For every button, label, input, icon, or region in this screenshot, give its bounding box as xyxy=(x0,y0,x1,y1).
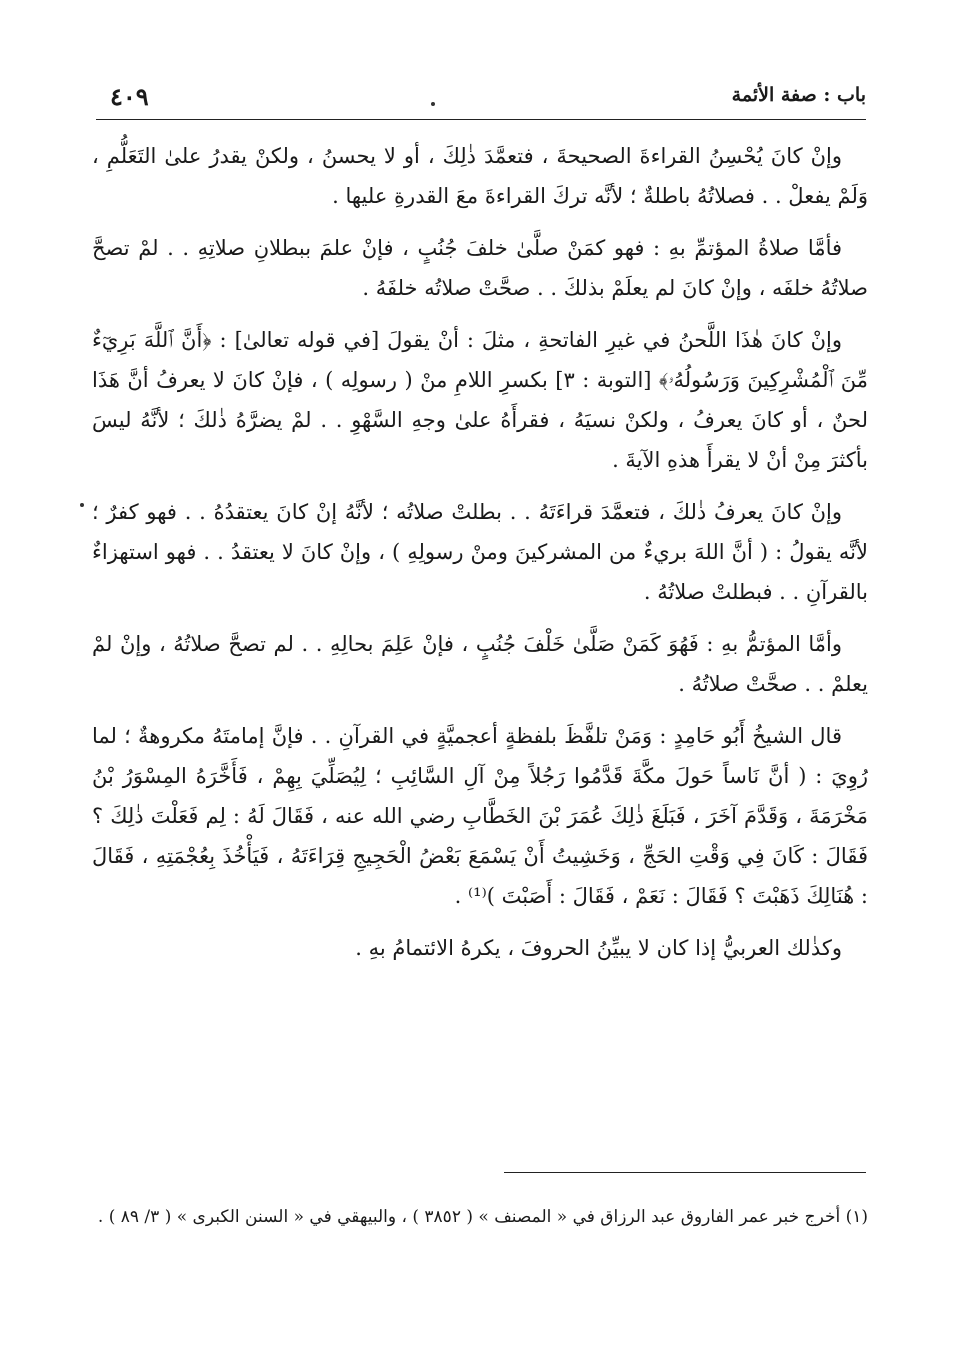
main-text xyxy=(92,136,868,968)
paragraph: وكذٰلك العربيُّ إذا كان لا يبيِّنُ الحروفَ ، يكرهُ الائتمامُ بهِ . xyxy=(355,936,842,960)
paragraph: وإنْ كانَ هٰذَا اللَّحنُ في غيرِ الفاتحةِ ، مثلَ : أنْ يقولَ [في قوله تعالىٰ] : ﴿أَنَّ ٱللَّهَ بَرِيٓءٌ مِّنَ ٱلْمُشْرِكِينَ وَرَسُولُهُۥ﴾ [التوبة : ٣] بكسرِ اللامِ منْ ( رسولِه ) ، فإنْ كانَ لا يعرفُ أنَّ هَذَا لحنٌ ، أو كانَ يعرفُ ، ولكنْ نسيَهُ ، فقرأَهُ علىٰ وجهِ السَّهْوِ . . لمْ يضرَّهُ ذٰلكَ ؛ لأنَّهُ ليسَ بأكثرَ مِنْ أنْ لا يقرأَ هذهِ الآيةَ . xyxy=(92,328,868,472)
footnote-rule xyxy=(504,1172,866,1173)
running-title: باب : صفة الأئمة xyxy=(731,84,866,106)
footnote: (١) أخرج خبر عمر الفاروق عبد الرزاق في « المصنف » ( ٣٨٥٢ ) ، والبيهقي في « السنن الكبرى » ( ٣/ ٨٩ ) . xyxy=(97,1207,868,1227)
paragraph: وإنْ كانَ يعرفُ ذٰلكَ ، فتعمَّدَ قراءَتَهُ . . بطلتْ صلاتُه ؛ لأنَّهُ إنْ كانَ يعتقدُهُ . . فهو كفرٌ ؛ لأنَّه يقولُ : ( أنَّ اللهَ بريءٌ من المشركينَ ومنْ رسولِهِ ) ، وإنْ كانَ لا يعتقدُ . . فهو استهزاءٌ بالقرآنِ . . فبطلتْ صلاتُهُ . xyxy=(92,500,868,604)
paragraph: وأمَّا المؤتمُّ بهِ : فَهُوَ كَمَنْ صَلَّىٰ خَلْفَ جُنُبٍ ، فإنْ عَلِمَ بحالِهِ . . لم تصحَّ صلاتُهُ ، وإنْ لمْ يعلمْ . . صحَّتْ صلاتُهُ . xyxy=(92,632,868,696)
paragraph: فأمَّا صلاةُ المؤتمِّ بهِ : فهو كمَنْ صلَّىٰ خلفَ جُنُبٍ ، فإنْ علمَ ببطلانِ صلاتِهِ . . لمْ تصحَّ صلاتُهُ خلفَه ، وإنْ كانَ لم يعلَمْ بذلكَ . . صحَّتْ صلاتُه خلفَهُ . xyxy=(92,236,868,300)
header-rule xyxy=(96,119,866,120)
margin-dot xyxy=(80,503,84,507)
header-dot xyxy=(431,102,435,106)
page-number: ٤٠٩ xyxy=(110,82,149,111)
paragraph: وإنْ كانَ يُحْسِنُ القراءةَ الصحيحةَ ، فتعمَّدَ ذٰلِكَ ، أو لا يحسنُ ، ولكنْ يقدرُ علىٰ التَعَلُّمِ ، وَلَمْ يفعلْ . . فصلاتُهُ باطلةٌ ؛ لأنَّه تركَ القراءةَ معَ القدرةِ عليها . xyxy=(92,144,868,208)
paragraph: قال الشيخُ أَبُو حَامِدٍ : وَمَنْ تلفَّظَ بلفظةٍ أعجميَّةٍ في القرآنِ . . فإنَّ إمامتَهُ مكروهةٌ ؛ لما رُوِيَ : ( أنَّ نَاساً حَولَ مكَّةَ قَدَّمُوا رَجُلاً مِنْ آلِ السَّائِبِ ؛ لِيُصَلِّيَ بِهِمْ ، فَأَخَّرَهُ المِسْوَرُ بْنُ مَخْرَمَةَ ، وَقَدَّمَ آخَرَ ، فَبَلَغَ ذٰلِكَ عُمَرَ بْنَ الخَطَّابِ رضي الله عنه ، فَقَالَ لَهُ : لِم فَعَلْتَ ذٰلِكَ ؟ فَقَالَ : كَانَ فِي وَقْتِ الحَجِّ ، وَخَشِيتُ أَنْ يَسْمَعَ بَعْضُ الْحَجِيجِ قِرَاءَتَهُ ، فَيَأْخُذَ بِعُجْمَتِهِ ، فَقَالَ : هُنَالِكَ ذَهَبْتَ ؟ فَقَالَ : نَعَمْ ، فَقَالَ : أَصَبْتَ )⁽¹⁾ . xyxy=(92,724,868,908)
page-header xyxy=(96,72,866,120)
footnotes xyxy=(92,1200,868,1235)
